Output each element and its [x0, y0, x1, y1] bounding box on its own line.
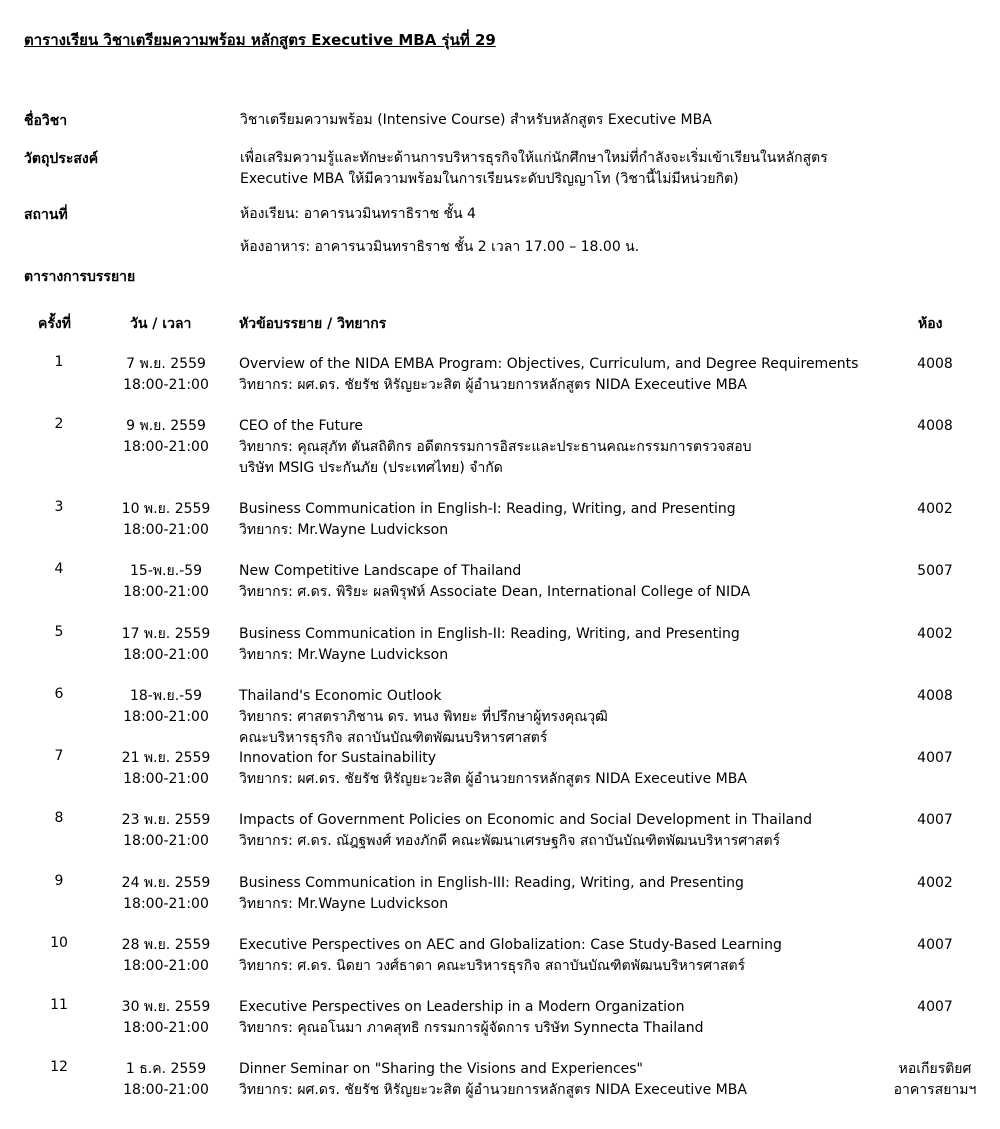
session-datetime: [104, 810, 228, 852]
session-topic-cell: [239, 1059, 747, 1101]
header-datetime: วัน / เวลา: [130, 316, 192, 332]
session-room: [880, 354, 990, 375]
info-classroom: ห้องเรียน: อาคารนวมินทราธิราช ชั้น 4: [240, 206, 476, 222]
schedule-section-label: ตารางการบรรยาย: [24, 269, 136, 285]
session-topic: New Competitive Landscape of Thailand: [239, 563, 522, 579]
session-datetime: [104, 499, 228, 541]
header-topic: หัวข้อบรรยาย / วิทยากร: [239, 316, 387, 332]
session-room: [880, 624, 990, 645]
objective-line: Executive MBA ให้มีความพร้อมในการเรียนระดับปริญญาโท (วิชานี้ไม่มีหน่วยกิต): [240, 171, 739, 187]
session-room: [880, 997, 990, 1018]
objective-line: เพื่อเสริมความรู้และทักษะด้านการบริหารธุรกิจให้แก่นักศึกษาใหม่ที่กำลังจะเริ่มเข้าเรียนในหลักสูตร: [240, 150, 828, 166]
session-date: 18-พ.ย.-59: [129, 688, 203, 704]
session-topic-cell: [239, 624, 740, 666]
session-topic-cell: [239, 997, 704, 1039]
session-speaker: วิทยากร: คุณสุภัท ตันสถิติกร อดีตกรรมการอิสระและประธานคณะกรรมการตรวจสอบ: [239, 439, 752, 455]
session-time: 18:00-21:00: [123, 958, 209, 974]
session-number: 12: [50, 1059, 68, 1075]
session-topic: Executive Perspectives on AEC and Globalization: Case Study-Based Learning: [239, 937, 782, 953]
session-datetime: [104, 873, 228, 915]
session-topic-cell: [239, 873, 744, 915]
session-room: [880, 499, 990, 520]
session-room: [880, 1059, 990, 1101]
header-no: ครั้งที่: [38, 316, 71, 332]
session-topic: CEO of the Future: [239, 418, 364, 434]
session-time: 18:00-21:00: [123, 439, 209, 455]
session-date: 17 พ.ย. 2559: [121, 626, 211, 642]
session-speaker: คณะบริหารธุรกิจ สถาบันบัณฑิตพัฒนบริหารศาสตร์: [239, 730, 548, 746]
session-datetime: [104, 1059, 228, 1101]
room-line: 4007: [917, 999, 953, 1015]
session-speaker: วิทยากร: ผศ.ดร. ชัยรัช หิรัญยะวะสิต ผู้อำนวยการหลักสูตร NIDA Execeutive MBA: [239, 771, 747, 787]
session-number: 10: [50, 935, 68, 951]
session-number: 1: [54, 354, 64, 370]
room-line: 4002: [917, 875, 953, 891]
session-topic-cell: [239, 748, 747, 790]
session-datetime: [104, 416, 228, 458]
session-room: [880, 935, 990, 956]
session-room: [880, 873, 990, 894]
session-time: 18:00-21:00: [123, 522, 209, 538]
session-datetime: [104, 561, 228, 603]
session-topic-cell: [239, 686, 608, 749]
session-time: 18:00-21:00: [123, 709, 209, 725]
session-speaker: วิทยากร: ศาสตราภิชาน ดร. ทนง พิทยะ ที่ปรึกษาผู้ทรงคุณวุฒิ: [239, 709, 608, 725]
session-topic: Business Communication in English-II: Reading, Writing, and Presenting: [239, 626, 740, 642]
session-speaker: วิทยากร: ศ.ดร. ณัฎฐพงศ์ ทองภักดี คณะพัฒนาเศรษฐกิจ สถาบันบัณฑิตพัฒนบริหารศาสตร์: [239, 833, 781, 849]
session-number: 2: [54, 416, 64, 432]
session-datetime: [104, 686, 228, 728]
room-line: 4002: [917, 501, 953, 517]
room-line: หอเกียรติยศ: [898, 1061, 972, 1077]
session-room: [880, 686, 990, 707]
info-label: ชื่อวิชา: [24, 113, 68, 129]
session-room: [880, 416, 990, 437]
session-speaker: วิทยากร: ผศ.ดร. ชัยรัช หิรัญยะวะสิต ผู้อำนวยการหลักสูตร NIDA Execeutive MBA: [239, 1082, 747, 1098]
session-speaker: วิทยากร: ศ.ดร. พิริยะ ผลพิรุฬห์ Associate Dean, International College of NIDA: [239, 584, 751, 600]
room-line: 4008: [917, 356, 953, 372]
session-room: [880, 561, 990, 582]
session-topic-cell: [239, 810, 812, 852]
session-number: 6: [54, 686, 64, 702]
session-speaker: วิทยากร: คุณอโนมา ภาคสุทธิ กรรมการผู้จัดการ บริษัท Synnecta Thailand: [239, 1020, 704, 1036]
session-topic-cell: [239, 499, 736, 541]
session-number: 3: [54, 499, 64, 515]
session-topic-cell: [239, 354, 858, 396]
session-number: 4: [54, 561, 64, 577]
room-line: 4007: [917, 750, 953, 766]
info-label: วัตถุประสงค์: [24, 151, 99, 167]
session-time: 18:00-21:00: [123, 647, 209, 663]
session-datetime: [104, 748, 228, 790]
room-line: 4008: [917, 418, 953, 434]
session-datetime: [104, 354, 228, 396]
session-topic: Impacts of Government Policies on Economic and Social Development in Thailand: [239, 812, 812, 828]
session-date: 7 พ.ย. 2559: [126, 356, 206, 372]
session-topic: Innovation for Sustainability: [239, 750, 437, 766]
session-topic: Business Communication in English-I: Reading, Writing, and Presenting: [239, 501, 736, 517]
info-value: วิชาเตรียมความพร้อม (Intensive Course) สำหรับหลักสูตร Executive MBA: [240, 112, 712, 128]
session-topic-cell: [239, 561, 750, 603]
session-date: 24 พ.ย. 2559: [121, 875, 211, 891]
session-date: 28 พ.ย. 2559: [121, 937, 211, 953]
room-line: 4007: [917, 812, 953, 828]
session-speaker: วิทยากร: Mr.Wayne Ludvickson: [239, 896, 449, 912]
info-value: [240, 148, 828, 190]
session-time: 18:00-21:00: [123, 1082, 209, 1098]
session-time: 18:00-21:00: [123, 833, 209, 849]
session-date: 30 พ.ย. 2559: [121, 999, 211, 1015]
session-speaker: วิทยากร: Mr.Wayne Ludvickson: [239, 522, 449, 538]
session-date: 21 พ.ย. 2559: [121, 750, 211, 766]
session-number: 5: [54, 624, 64, 640]
session-topic: Business Communication in English-III: Reading, Writing, and Presenting: [239, 875, 744, 891]
session-topic: Overview of the NIDA EMBA Program: Objectives, Curriculum, and Degree Requirements: [239, 356, 859, 372]
session-time: 18:00-21:00: [123, 377, 209, 393]
session-datetime: [104, 997, 228, 1039]
room-line: 5007: [917, 563, 953, 579]
session-number: 9: [54, 873, 64, 889]
session-topic: Thailand's Economic Outlook: [239, 688, 442, 704]
session-date: 10 พ.ย. 2559: [121, 501, 211, 517]
session-time: 18:00-21:00: [123, 896, 209, 912]
session-number: 7: [54, 748, 64, 764]
session-number: 11: [50, 997, 68, 1013]
session-date: 1 ธ.ค. 2559: [125, 1061, 207, 1077]
session-topic-cell: [239, 416, 752, 479]
room-line: 4008: [917, 688, 953, 704]
session-topic-cell: [239, 935, 782, 977]
room-line: 4002: [917, 626, 953, 642]
session-topic: Executive Perspectives on Leadership in a Modern Organization: [239, 999, 685, 1015]
session-room: [880, 748, 990, 769]
info-dining: ห้องอาหาร: อาคารนวมินทราธิราช ชั้น 2 เวลา 17.00 – 18.00 น.: [240, 239, 640, 255]
session-datetime: [104, 935, 228, 977]
session-number: 8: [54, 810, 64, 826]
info-label: สถานที่: [24, 207, 68, 223]
session-time: 18:00-21:00: [123, 584, 209, 600]
header-room: ห้อง: [918, 316, 943, 332]
session-datetime: [104, 624, 228, 666]
document-title: ตารางเรียน วิชาเตรียมความพร้อม หลักสูตร Executive MBA รุ่นที่ 29: [24, 31, 496, 49]
session-speaker: วิทยากร: ศ.ดร. นิดยา วงศ์ธาดา คณะบริหารธุรกิจ สถาบันบัณฑิตพัฒนบริหารศาสตร์: [239, 958, 746, 974]
room-line: 4007: [917, 937, 953, 953]
session-time: 18:00-21:00: [123, 771, 209, 787]
session-topic: Dinner Seminar on "Sharing the Visions and Experiences": [239, 1061, 643, 1077]
room-line: อาคารสยามฯ: [893, 1082, 977, 1098]
session-speaker: บริษัท MSIG ประกันภัย (ประเทศไทย) จำกัด: [239, 460, 503, 476]
session-room: [880, 810, 990, 831]
session-speaker: วิทยากร: Mr.Wayne Ludvickson: [239, 647, 449, 663]
session-speaker: วิทยากร: ผศ.ดร. ชัยรัช หิรัญยะวะสิต ผู้อำนวยการหลักสูตร NIDA Execeutive MBA: [239, 377, 747, 393]
session-date: 9 พ.ย. 2559: [126, 418, 206, 434]
session-time: 18:00-21:00: [123, 1020, 209, 1036]
session-date: 15-พ.ย.-59: [129, 563, 203, 579]
session-date: 23 พ.ย. 2559: [121, 812, 211, 828]
